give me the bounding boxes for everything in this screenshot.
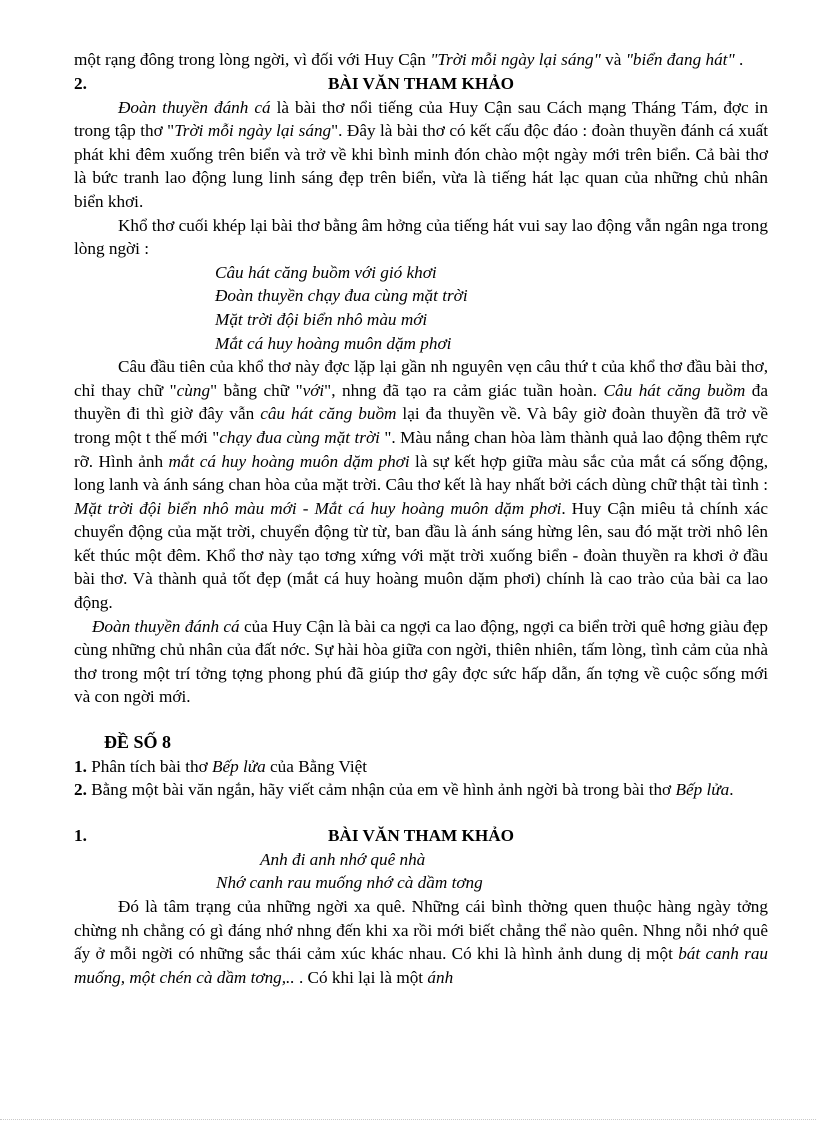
paragraph-text: là sự kết hợp giữa màu sắc của mắt cá sống động, long lanh và ánh sáng chan hòa của mặt trời. Câu thơ kết là hay nhất bởi cách dùng chữ thật tài tình : [74, 451, 768, 495]
paragraph-4 [74, 615, 768, 709]
paragraph-text: . Có khi lại là một [294, 967, 428, 987]
quoted-phrase: mắt cá huy hoàng muôn dặm phơi [168, 451, 410, 471]
section-heading [74, 824, 768, 848]
paragraph-text: " bằng chữ " [210, 380, 303, 400]
paragraph-3 [74, 355, 768, 615]
section-number: 2. [74, 73, 87, 93]
paragraph-text: của Huy Cận là bài ca ngợi ca lao động, ngợi ca biển trời quê hơng giàu đẹp cùng những chủ nhân của đất nớc. Sự hài hòa giữa con ngời, thiên nhiên, tấm lòng, tình cảm của nhà thơ trong một trí tởng tợng phong phú đã giúp thơ gây đợc sức hấp dẫn, ấn tợng về cuộc sống mới và con ngời mới. [74, 616, 768, 707]
quoted-phrase: câu hát căng buồm [260, 404, 397, 424]
paragraph-text: Câu đầu tiên của khổ thơ này đợc lặp lại gần nh nguyên vẹn câu thứ t của khổ thơ đầu bài thơ, chỉ thay chữ " [74, 357, 768, 400]
quoted-word: cùng [176, 380, 211, 400]
question-number: 2. [74, 780, 87, 800]
quoted-phrase: ánh [427, 967, 454, 987]
paragraph-text: ", nhng đã tạo ra cảm giác tuần hoàn. [324, 380, 604, 400]
section-title: BÀI VĂN THAM KHẢO [327, 825, 515, 845]
verse-line: Đoàn thuyền chạy đua cùng mặt trời [215, 286, 468, 306]
section-heading [74, 72, 768, 96]
intro-paragraph [74, 48, 768, 72]
exam-title: ĐỀ SỐ 8 [104, 732, 172, 753]
paragraph-text: lại đa thuyền về. Và bây giờ đoàn thuyền đã trở về trong một t thế mới " [74, 404, 768, 447]
section-number: 1. [74, 825, 87, 845]
intro-title-2: "biển đang hát" [625, 50, 735, 69]
paragraph-text: . Huy Cận miêu tả chính xác chuyển động của mặt trời, chuyển động từ từ, ban đầu là ánh sáng hừng lên, sau đó mặt trời nhô lên kết thúc một đêm. Khổ thơ này tạo tơng xứng với mặt trời xuống biển - đoàn thuyền ra khơi ở đầu bài thơ. Và thành quả tốt đẹp (mắt cá huy hoàng muôn dặm phơi) chính là cao trào của bài ca lao động. [74, 498, 768, 613]
verse-line: Mắt cá huy hoàng muôn dặm phơi [215, 333, 452, 353]
paragraph-text: ". Màu nắng chan hòa làm thành quả lao động thêm rực rỡ. Hình ảnh [74, 427, 768, 471]
poem-title: Đoàn thuyền đánh cá [118, 97, 271, 117]
quoted-phrase: Mặt trời đội biển nhô màu mới - Mắt cá huy hoàng muôn dặm phơi [74, 498, 562, 518]
paragraph-1 [74, 96, 768, 214]
paragraph-text: đa thuyền đi thì giờ đây vẫn [74, 380, 768, 424]
spacer [74, 709, 768, 731]
question-number: 1. [74, 756, 87, 776]
question-text: Phân tích bài thơ [86, 756, 212, 776]
question-text: Bằng một bài văn ngắn, hãy viết cảm nhận của em về hình ảnh ngời bà trong bài thơ [86, 780, 676, 800]
verse-line: Nhớ canh rau muống nhớ cà dầm tơng [216, 873, 483, 893]
verse-line: Mặt trời đội biển nhô màu mới [215, 309, 428, 329]
document-page [74, 48, 768, 989]
section-title: BÀI VĂN THAM KHẢO [327, 73, 515, 93]
verse-line: Câu hát căng buồm với gió khơi [215, 262, 437, 282]
verse-line: Anh đi anh nhớ quê nhà [260, 849, 426, 869]
intro-text-end: . [734, 50, 744, 69]
page-bottom-border [0, 1119, 816, 1120]
folk-verse [74, 848, 768, 895]
poem-title: Đoàn thuyền đánh cá [92, 616, 240, 636]
quoted-phrase: Câu hát căng buồm [603, 380, 746, 400]
quoted-phrase: bát canh rau muống, một chén cà dầm tơng,.. [74, 944, 769, 987]
intro-text: một rạng đông trong lòng ngời, vì đối với Huy Cận [74, 50, 431, 69]
quoted-phrase: chạy đua cùng mặt trời [219, 427, 380, 447]
question-text: . [729, 780, 734, 800]
question-1 [74, 755, 768, 779]
paragraph-5 [74, 895, 768, 989]
intro-title-1: "Trời mỗi ngày lại sáng" [430, 50, 601, 69]
question-text: của Bằng Việt [265, 756, 368, 776]
spacer [74, 802, 768, 824]
intro-text-mid: và [600, 50, 626, 69]
paragraph-2: Khổ thơ cuối khép lại bài thơ bằng âm hởng của tiếng hát vui say lao động vẫn ngân nga trong lòng ngời : [74, 215, 768, 259]
work-title: Bếp lửa [675, 780, 730, 800]
paragraph-text: là bài thơ nổi tiếng của Huy Cận sau Cách mạng Tháng Tám, đợc in trong tập thơ " [74, 97, 769, 141]
question-2 [74, 778, 768, 802]
collection-title: Trời mỗi ngày lại sáng [174, 121, 332, 141]
work-title: Bếp lửa [211, 756, 266, 776]
paragraph-text: Đó là tâm trạng của những ngời xa quê. Những cái bình thờng quen thuộc hàng ngày tởng chừng nh chẳng có gì đáng nhớ nhng đến khi xa rồi mới biết chẳng thể nào quên. Nhng nỗi nhớ quê ấy ở mỗi ngời có những sắc thái cảm xúc khác nhau. Có khi là hình ảnh dung dị một [74, 897, 768, 964]
paragraph-text: ". Đây là bài thơ có kết cấu độc đáo : đoàn thuyền đánh cá xuất phát khi đêm xuống trên biển và trở về khi bình minh đón chào một ngày mới trên biển. Cả bài thơ là bức tranh lao động lung linh sáng đẹp trên biển, vừa là tiếng hát lạc quan của những chủ nhân biển khơi. [74, 121, 768, 211]
poem-stanza [74, 261, 768, 355]
quoted-word: với [302, 380, 325, 400]
